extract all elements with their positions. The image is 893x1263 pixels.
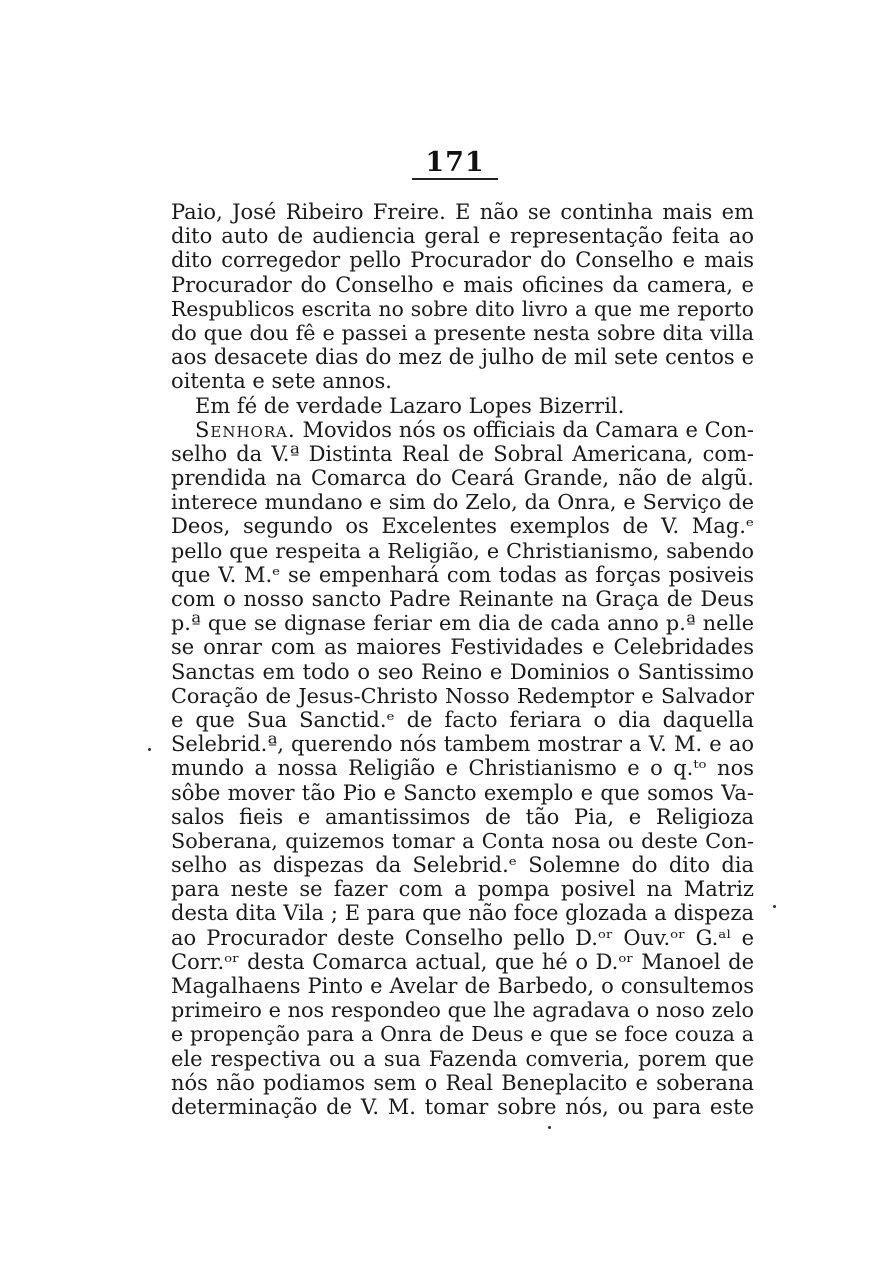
- text-line: Magalhaens Pinto e Avelar de Barbedo, o consultemos: [171, 974, 754, 998]
- text-line: Corr.ᵒʳ desta Comarca actual, que hé o D.ᵒʳ Manoel de: [171, 949, 754, 974]
- text-line: Soberana, quizemos tomar a Conta nosa ou deste Con-: [171, 828, 754, 853]
- body-text: [171, 200, 754, 1119]
- text-line: prendida na Comarca do Ceará Grande, não de algũ.: [171, 466, 754, 491]
- section-heading: Senhora.: [195, 417, 296, 442]
- text-line: Paio, José Ribeiro Freire. E não se continha mais em: [171, 200, 754, 224]
- text-line: que V. M.ᵉ se empenhará com todas as forças posiveis: [171, 562, 754, 587]
- text-line: pello que respeita a Religião, e Christianismo, sabendo: [171, 538, 754, 563]
- text-line: selho da V.ª Distinta Real de Sobral Americana, com-: [171, 441, 754, 466]
- text-line: do que dou fê e passei a presente nesta sobre dita villa: [171, 320, 754, 345]
- text-line: p.ª que se dignase feriar em dia de cada anno p.ª nelle: [171, 611, 754, 636]
- petition-opening-line: [171, 418, 754, 442]
- page-number: 171: [425, 147, 485, 178]
- paper-speck: [773, 905, 776, 908]
- text-line: Coração de Jesus-Christo Nosso Redemptor e Salvador: [171, 683, 754, 708]
- text-line: e que Sua Sanctid.ᵉ de facto feriara o dia daquella: [171, 707, 754, 732]
- text-line: determinação de V. M. tomar sobre nós, ou para este: [171, 1094, 754, 1119]
- paper-speck: [148, 748, 151, 751]
- text-line: interece mundano e sim do Zelo, da Onra, e Serviço de: [171, 490, 754, 515]
- text-line: nós não podiamos sem o Real Beneplacito e soberana: [171, 1070, 754, 1095]
- text-line: se onrar com as maiores Festividades e Celebridades: [171, 635, 754, 660]
- text-line: ao Procurador deste Conselho pello D.ᵒʳ Ouv.ᵒʳ G.ᵃˡ e: [171, 925, 754, 950]
- text-line: para neste se fazer com a pompa posivel na Matriz: [171, 877, 754, 902]
- text-line: selho as dispezas da Selebrid.ᵉ Solemne do dito dia: [171, 853, 754, 878]
- text-line: aos desacete dias do mez de julho de mil sete centos e: [171, 345, 754, 370]
- page-number-rule: [412, 178, 498, 180]
- attestation-line: Em fé de verdade Lazaro Lopes Bizerril.: [195, 393, 625, 418]
- paper-speck: [548, 1126, 551, 1129]
- text-line: mundo a nossa Religião e Christianismo e o q.ᵗᵒ nos: [171, 756, 754, 781]
- text-line: Movidos nós os officiais da Camara e Con-: [302, 417, 754, 442]
- text-line: sôbe mover tão Pio e Sancto exemplo e que somos Va-: [171, 780, 754, 805]
- text-line: ele respectiva ou a sua Fazenda comveria, porem que: [171, 1046, 754, 1071]
- text-line: salos fieis e amantissimos de tão Pia, e Religioza: [171, 804, 754, 829]
- text-line: Procurador do Conselho e mais oficines da camera, e: [171, 272, 754, 297]
- text-line: desta dita Vila ; E para que não foce glozada a dispeza: [171, 901, 754, 926]
- text-line: dito corregedor pello Procurador do Conselho e mais: [171, 248, 754, 273]
- text-line: com o nosso sancto Padre Reinante na Graça de Deus: [171, 587, 754, 611]
- text-line: Deos, segundo os Excelentes exemplos de V. Mag.ᵉ: [171, 514, 754, 539]
- text-line: oitenta e sete annos.: [171, 369, 392, 394]
- text-line: e propenção para a Onra de Deus e que se foce couza a: [171, 1022, 754, 1047]
- text-line: Selebrid.ª, querendo nós tambem mostrar a V. M. e ao: [171, 732, 754, 757]
- text-line: dito auto de audiencia geral e representação feita ao: [171, 224, 754, 249]
- text-line: Respublicos escrita no sobre dito livro a que me reporto: [171, 296, 754, 321]
- text-line: Sanctas em todo o seo Reino e Dominios o Santissimo: [171, 659, 754, 684]
- text-line: primeiro e nos respondeo que lhe agradava o noso zelo: [171, 998, 754, 1023]
